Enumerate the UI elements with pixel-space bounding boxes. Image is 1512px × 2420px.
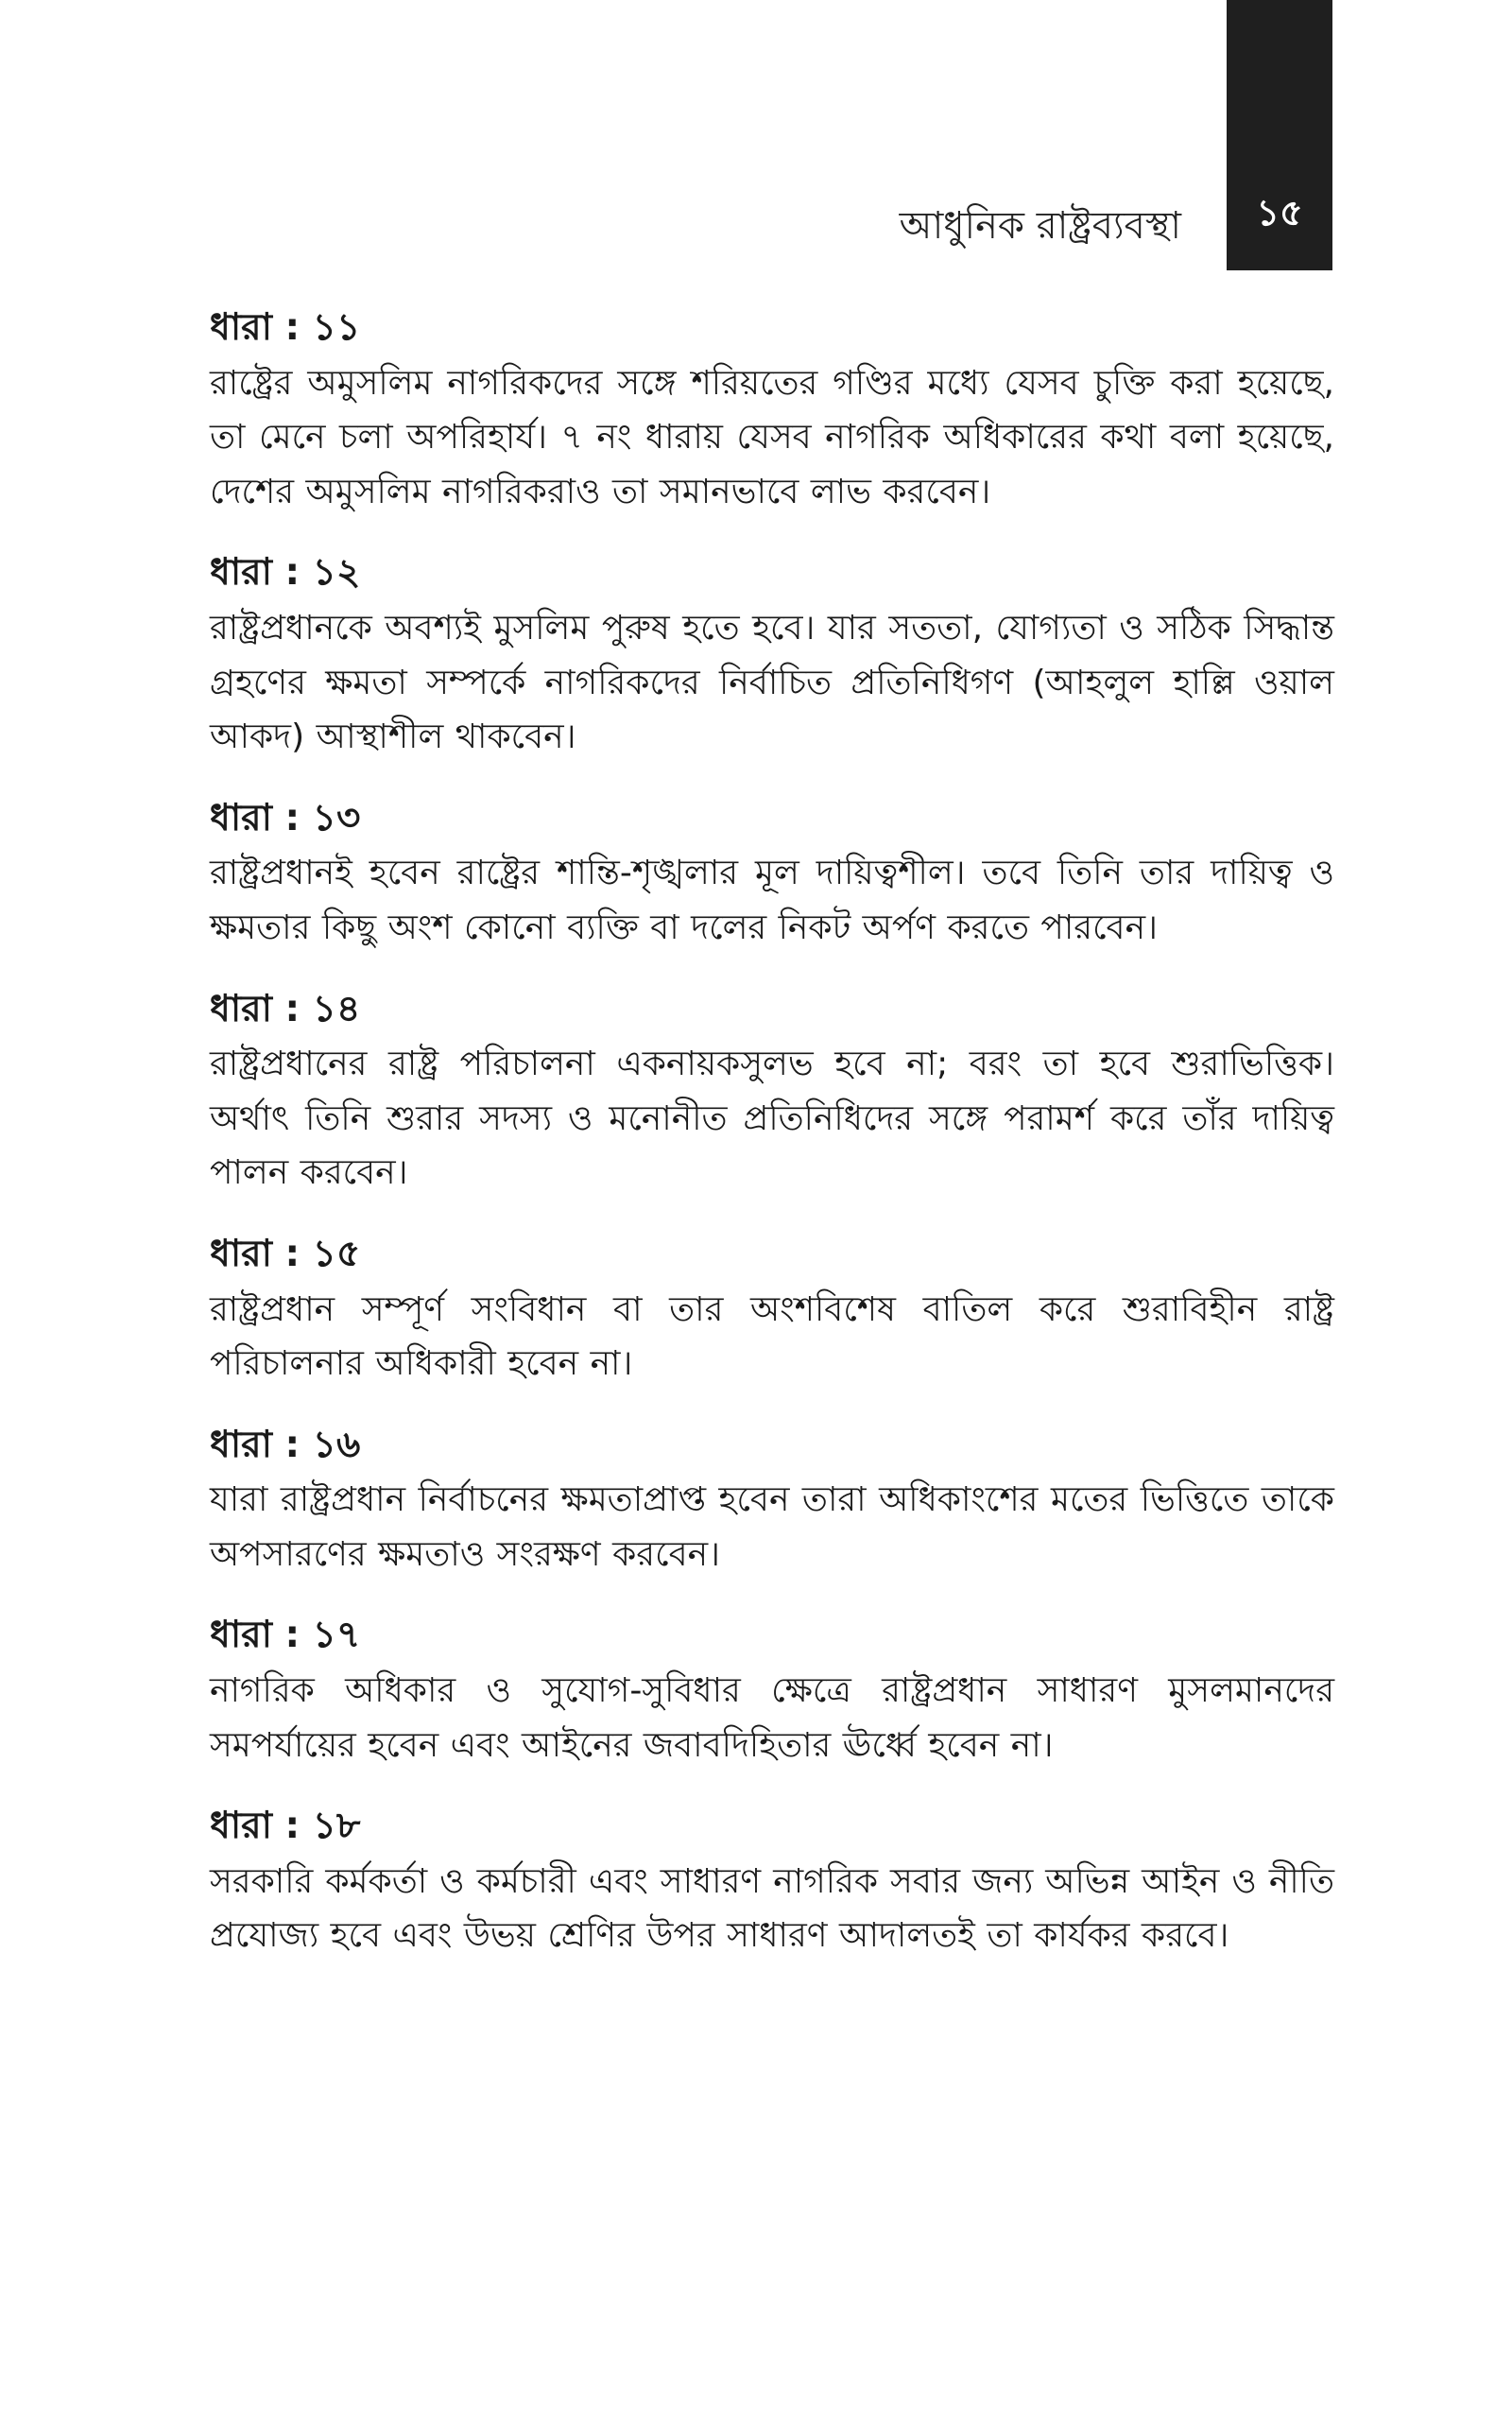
section-11: [210, 302, 1334, 519]
section-paragraph: রাষ্ট্রপ্রধানকে অবশ্যই মুসলিম পুরুষ হতে হবে। যার সততা, যোগ্যতা ও সঠিক সিদ্ধান্ত গ্রহণের ক্ষমতা সম্পর্কে নাগরিকদের নির্বাচিত প্রতিনিধিগণ (আহলুল হাল্লি ওয়াল আকদ) আস্থাশীল থাকবেন।: [210, 608, 1334, 757]
section-heading: ধারা : ১৫: [210, 1232, 361, 1275]
section-paragraph: যারা রাষ্ট্রপ্রধান নির্বাচনের ক্ষমতাপ্রাপ্ত হবেন তারা অধিকাংশের মতের ভিত্তিতে তাকে অপসারণের ক্ষমতাও সংরক্ষণ করবেন।: [210, 1480, 1334, 1574]
section-paragraph: রাষ্ট্রপ্রধান সম্পূর্ণ সংবিধান বা তার অংশবিশেষ বাতিল করে শুরাবিহীন রাষ্ট্র পরিচালনার অধিকারী হবেন না।: [210, 1289, 1334, 1384]
section-16: [210, 1420, 1334, 1582]
section-12: [210, 547, 1334, 764]
section-heading: ধারা : ১৪: [210, 987, 361, 1030]
section-paragraph: রাষ্ট্রের অমুসলিম নাগরিকদের সঙ্গে শরিয়তের গণ্ডির মধ্যে যেসব চুক্তি করা হয়েছে, তা মেনে চলা অপরিহার্য। ৭ নং ধারায় যেসব নাগরিক অধিকারের কথা বলা হয়েছে, দেশের অমুসলিম নাগরিকরাও তা সমানভাবে লাভ করবেন।: [210, 363, 1334, 511]
section-paragraph: রাষ্ট্রপ্রধানই হবেন রাষ্ট্রের শান্তি-শৃঙ্খলার মূল দায়িত্বশীল। তবে তিনি তার দায়িত্ব ও ক্ষমতার কিছু অংশ কোনো ব্যক্তি বা দলের নিকট অর্পণ করতে পারবেন।: [210, 854, 1334, 947]
section-paragraph: রাষ্ট্রপ্রধানের রাষ্ট্র পরিচালনা একনায়কসুলভ হবে না; বরং তা হবে শুরাভিত্তিক। অর্থাৎ তিনি শুরার সদস্য ও মনোনীত প্রতিনিধিদের সঙ্গে পরামর্শ করে তাঁর দায়িত্ব পালন করবেন।: [210, 1045, 1334, 1193]
section-heading: ধারা : ১৮: [210, 1805, 361, 1848]
page-number: ১৫: [1256, 192, 1303, 233]
section-paragraph: নাগরিক অধিকার ও সুযোগ-সুবিধার ক্ষেত্রে রাষ্ট্রপ্রধান সাধারণ মুসলমানদের সমপর্যায়ের হবেন এবং আইনের জবাবদিহিতার ঊর্ধ্বে হবেন না।: [210, 1671, 1334, 1765]
section-14: [210, 984, 1334, 1201]
section-heading: ধারা : ১১: [210, 306, 361, 349]
section-paragraph: সরকারি কর্মকর্তা ও কর্মচারী এবং সাধারণ নাগরিক সবার জন্য অভিন্ন আইন ও নীতি প্রযোজ্য হবে এবং উভয় শ্রেণির উপর সাধারণ আদালতই তা কার্যকর করবে।: [210, 1861, 1334, 1956]
section-heading: ধারা : ১৬: [210, 1423, 361, 1466]
section-13: [210, 793, 1334, 956]
section-18: [210, 1801, 1334, 1963]
page-number-tab: [1227, 0, 1332, 270]
section-heading: ধারা : ১৭: [210, 1614, 361, 1657]
section-heading: ধারা : ১২: [210, 551, 361, 595]
running-header-title: আধুনিক রাষ্ট্রব্যবস্থা: [899, 204, 1181, 248]
section-heading: ধারা : ১৩: [210, 796, 361, 839]
section-15: [210, 1229, 1334, 1392]
section-17: [210, 1610, 1334, 1772]
page-body: [210, 302, 1334, 1992]
